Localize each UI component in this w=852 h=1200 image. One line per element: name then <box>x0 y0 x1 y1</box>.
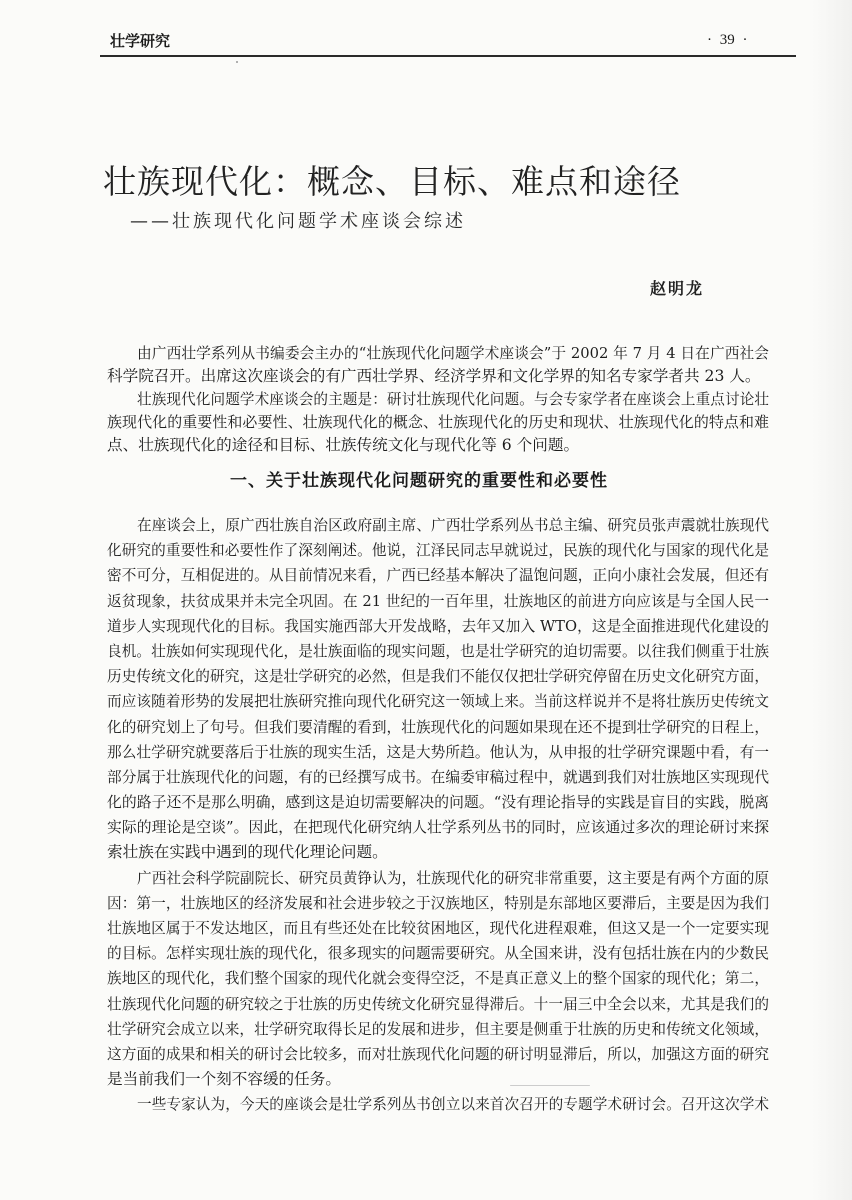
article-author: 赵明龙 <box>650 279 705 298</box>
text-line: 道步人实现现代化的目标。我国实施西部大开发战略，去年又加入 WTO，这是全面推进现代化建设的 <box>107 617 769 635</box>
text-line: 广西社会科学院副院长、研究员黄铮认为，壮族现代化的研究非常重要，这主要是有两个方面的原 <box>137 869 769 887</box>
text-line: 那么壮学研究就要落后于壮族的现实生活，这是大势所趋。他认为，从申报的壮学研究课题中看，有一 <box>107 743 769 761</box>
text-line: 实际的理论是空谈”。因此，在把现代化研究纳人壮学系列丛书的同时，应该通过多次的理论研讨来探 <box>107 819 769 837</box>
scan-speck <box>510 1085 590 1086</box>
text-line: 族现代化的重要性和必要性、壮族现代化的概念、壮族现代化的历史和现状、壮族现代化的特点和难 <box>107 413 769 431</box>
text-line: 而应该随着形势的发展把壮族研究推向现代化研究这一领域上来。当前这样说并不是将壮族历史传统文 <box>107 693 769 711</box>
text-line: 族地区的现代化，我们整个国家的现代化就会变得空泛，不是真正意义上的整个国家的现代化；第二， <box>107 970 769 988</box>
text-line: 壮族现代化问题的研究较之于壮族的历史传统文化研究显得滞后。十一届三中全会以来，尤其是我们的 <box>107 995 769 1013</box>
page-number: · 39 · <box>707 32 748 48</box>
intro-paragraphs <box>107 342 769 457</box>
scan-speck <box>236 61 238 63</box>
article-subtitle: ——壮族现代化问题学术座谈会综述 <box>130 211 466 232</box>
text-line: 是当前我们一个刻不容缓的任务。 <box>107 1070 341 1089</box>
text-line: 返贫现象，扶贫成果并未完全巩固。在 21 世纪的一百年里，壮族地区的前进方向应该是与全国人民一 <box>107 592 769 610</box>
text-line: 历史传统文化的研究，这是壮学研究的必然，但是我们不能仅仅把壮学研究停留在历史文化研究方面， <box>107 668 769 686</box>
text-line: 索壮族在实践中遇到的现代化理论问题。 <box>107 843 388 862</box>
text-line: 在座谈会上，原广西壮族自治区政府副主席、广西壮学系列丛书总主编、研究员张声震就壮族现代 <box>137 517 769 534</box>
text-line: 这方面的成果和相关的研讨会比较多，而对壮族现代化问题的研讨明显滞后，所以，加强这方面的研究 <box>107 1045 769 1063</box>
text-line: 壮族地区属于不发达地区，而且有些还处在比较贫困地区，现代化进程艰难，但这又是一个一定要实现 <box>107 920 769 937</box>
text-line: 科学院召开。出席这次座谈会的有广西壮学界、经济学界和文化学界的知名专家学者共 23 人。 <box>107 367 761 385</box>
text-line: 壮族现代化问题学术座谈会的主题是：研讨壮族现代化问题。与会专家学者在座谈会上重点讨论壮 <box>137 391 769 408</box>
text-line: 的目标。怎样实现壮族的现代化，很多现实的问题需要研究。从全国来讲，没有包括壮族在内的少数民 <box>107 945 769 963</box>
text-line: 因：第一，壮族地区的经济发展和社会进步较之于汉族地区，特别是东部地区要滞后，主要是因为我们 <box>107 894 769 912</box>
text-line: 化研究的重要性和必要性作了深刻阐述。他说，江泽民同志早就说过，民族的现代化与国家的现代化是 <box>107 542 769 560</box>
text-line: 密不可分，互相促进的。从目前情况来看，广西已经基本解决了温饱问题，正向小康社会发展，但还有 <box>107 567 769 585</box>
text-line: 部分属于壮族现代化的问题，有的已经撰写成书。在编委审稿过程中，就遇到我们对壮族地区实现现代 <box>107 768 769 786</box>
text-line: 化的路子还不是那么明确，感到这是迫切需要解决的问题。“没有理论指导的实践是盲目的实践，脱离 <box>107 794 769 812</box>
text-line: 点、壮族现代化的途径和目标、壮族传统文化与现代化等 6 个问题。 <box>107 436 580 454</box>
scan-edge-shading <box>812 0 852 1200</box>
journal-name: 壮学研究 <box>110 32 171 50</box>
text-line: 一些专家认为，今天的座谈会是壮学系列丛书创立以来首次召开的专题学术研讨会。召开这次学术 <box>137 1096 769 1114</box>
section-heading: 一、关于壮族现代化问题研究的重要性和必要性 <box>230 471 608 491</box>
text-line: 良机。壮族如何实现现代化，是壮族面临的现实问题，也是壮学研究的迫切需要。以往我们侧重于壮族 <box>107 642 769 660</box>
section-body <box>107 513 769 1118</box>
text-line: 由广西壮学系列从书编委会主办的“壮族现代化问题学术座谈会”于 2002 年 7 月 4 日在广西社会 <box>137 345 769 362</box>
header-rule <box>100 55 796 57</box>
text-line: 化的研究划上了句号。但我们要清醒的看到，壮族现代化的问题如果现在还不提到壮学研究的日程上， <box>107 718 769 736</box>
text-line: 壮学研究会成立以来，壮学研究取得长足的发展和进步，但主要是侧重于壮族的历史和传统文化领域， <box>107 1020 769 1038</box>
article-title: 壮族现代化：概念、目标、难点和途径 <box>103 162 681 201</box>
